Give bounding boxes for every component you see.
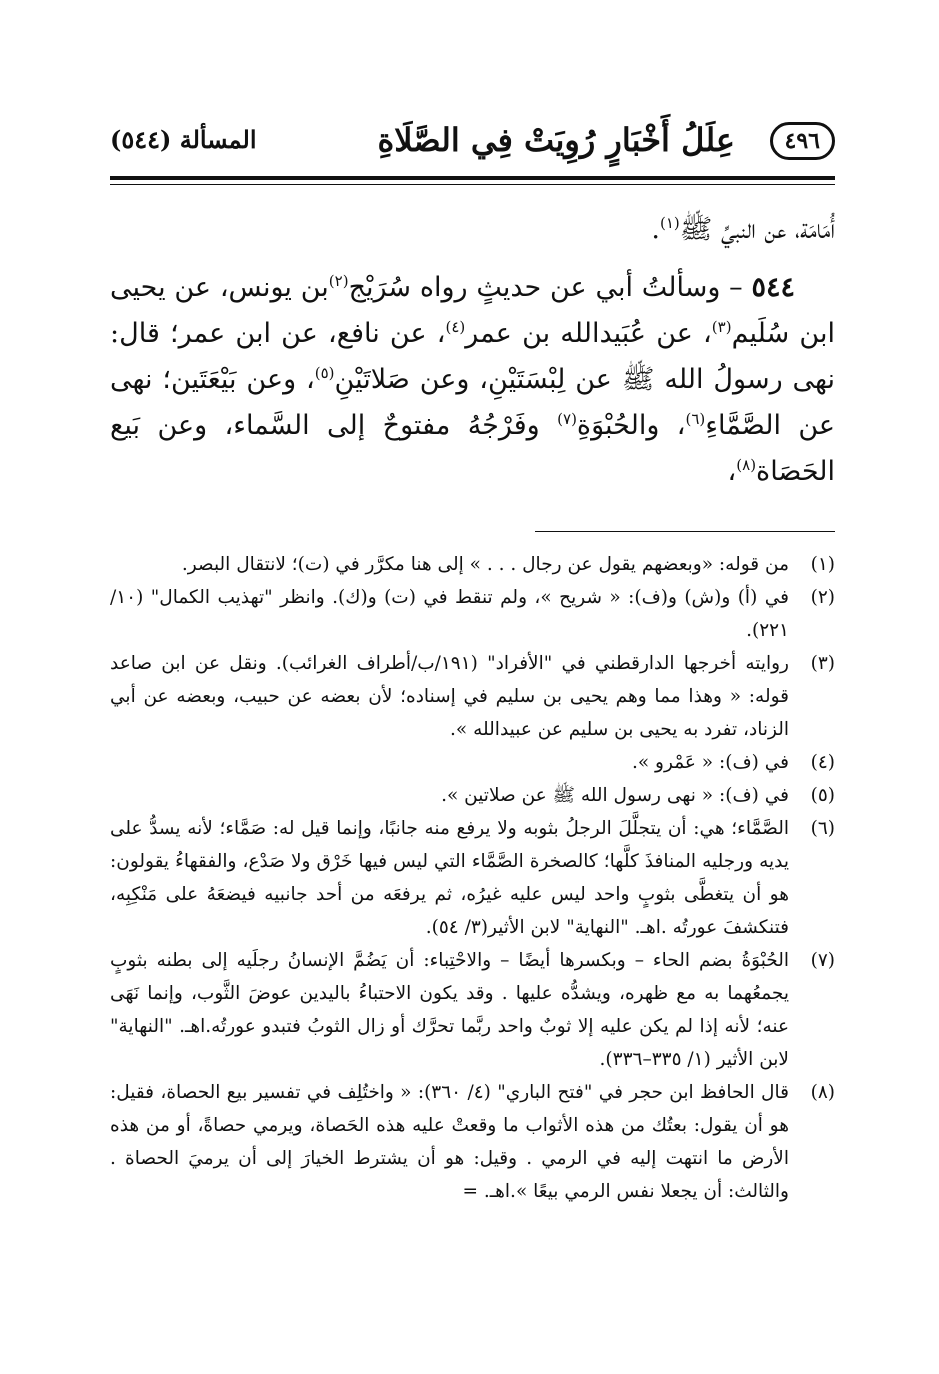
text-segment: ، [727, 456, 737, 487]
footnote-ref: (٢) [328, 272, 349, 290]
footnote-text: من قوله: «وبعضهم يقول عن رجال . . . » إلى هنا مكرَّر في (ت)؛ لانتقال البصر. [181, 554, 789, 575]
text-segment: – وسألتُ أبي عن حديثٍ رواه سُرَيْج [348, 272, 743, 303]
footnote-ref: (٦) [685, 410, 706, 428]
footnote-item [110, 581, 835, 647]
footnote-number: (٣) [810, 653, 835, 674]
footnote-ref: (١) [659, 214, 680, 232]
main-text [110, 207, 835, 495]
issue-number: ٥٤٤ [751, 272, 795, 303]
text-segment: ، عن نافع، عن ابن عمر؛ قال: نهى رسولُ الله ﷺ عن لِبْسَتَيْنِ، وعن صَلاتَيْنِ [110, 318, 836, 395]
opening-line [110, 207, 835, 253]
issue-label: المسألة (٥٤٤) [110, 125, 257, 154]
header-rule-thin [110, 184, 835, 185]
footnote-item [110, 944, 835, 1076]
footnote-text: روايته أخرجها الدارقطني في "الأفراد" (١٩١/ب/أطراف الغرائب). ونقل عن ابن صاعد قوله: « وهذا مما وهم يحيى بن سليم في إسناده؛ لأن بعضه عن حبيب، وبعضه عن أبي الزناد، تفرد به يحيى بن سليم عن عبيدالله ». [110, 653, 789, 740]
footnote-number: (٧) [810, 950, 835, 971]
text-segment: بن يونس، عن يحيى ابن سُلَيم [110, 272, 835, 349]
header-rule-thick [110, 176, 835, 180]
footnote-number: (١) [810, 554, 835, 575]
footnote-text: في (ف): « عَمْرو ». [631, 752, 789, 773]
footnote-text: في (ف): « نهى رسول الله ﷺ عن صلاتين ». [441, 785, 789, 806]
opening-text: أُمَامَة، عن النبيِّ ﷺ [679, 214, 835, 245]
footnote-ref: (٧) [557, 410, 577, 428]
footnote-item [110, 1076, 835, 1208]
footnote-text: الصَّمَّاء؛ هي: أن يتجلَّلَ الرجلُ بثوبه ولا يرفع منه جانبًا، وإنما قيل له: صَمَّاء؛ لأنه يسدُّ على يديه ورجليه المنافذَ كلَّها؛ كالصخرة الصَّمَّاء التي ليس فيها خَرْق ولا صَدْع، والفقهاءُ يقولون: هو أن يتغطَّى بثوبٍ واحد ليس عليه غيرُه، ثم يرفعَه من أحد جانبيه فيضعَهُ على مَنْكِبِه، فتنكشفَ عورتُه .اهـ. "النهاية" لابن الأثير(٣/ ٥٤). [110, 818, 789, 938]
page-header [110, 120, 835, 170]
footnote-separator [535, 531, 835, 532]
running-title: عِلَلُ أَخْبَارٍ رُوِيَتْ فِي الصَّلَاةِ [377, 121, 735, 159]
footnote-item [110, 647, 835, 746]
footnote-number: (٥) [810, 785, 835, 806]
footnotes [110, 548, 835, 1208]
footnote-ref: (٤) [445, 318, 466, 336]
footnote-text: في (أ) و(ش) و(ف): « شريح »، ولم تنقط في (ت) و(ك). وانظر "تهذيب الكمال" (١٠/ ٢٢١). [110, 587, 789, 641]
text-segment: ، عن عُبَيدالله بن عمر [465, 318, 712, 349]
page [110, 120, 835, 1208]
footnote-text: الحُبْوَةُ بضم الحاء – وبكسرها أيضًا – والاحْتِباء: أن يَضُمَّ الإنسانُ رجلَيه إلى بطنه بثوبٍ يجمعُهما به مع ظهره، ويشدُّه عليها . وقد يكون الاحتباءُ باليدين عوضَ الثَّوب، وإنما نَهَى عنه؛ لأنه إذا لم يكن عليه إلا ثوبٌ واحد ربَّما تحرَّك أو زال الثوبُ فتبدو عورتُه.اهـ. "النهاية" لابن الأثير (١/ ٣٣٥–٣٣٦). [110, 950, 789, 1070]
text-segment: ، والحُبْوَةِ [576, 410, 686, 441]
footnote-ref: (٥) [314, 364, 335, 382]
footnote-item [110, 548, 835, 581]
footnote-item [110, 812, 835, 944]
opening-end: . [651, 214, 660, 245]
footnote-number: (٦) [810, 818, 835, 839]
footnote-item [110, 779, 835, 812]
footnote-text: قال الحافظ ابن حجر في "فتح الباري" (٤/ ٣٦٠): « واختُلِف في تفسير بيع الحصاة، فقيل: هو أن يقول: بعتُك من هذه الأثواب ما وقعتْ عليه هذه الحَصاة، ويرمي حصاةً، أو من هذه الأرض ما انتهت إليه في الرمي . وقيل: هو أن يشترط الخيارَ إلى أن يرميَ الحصاة . والثالث: أن يجعلا نفس الرمي بيعًا ».اهـ. = [110, 1082, 789, 1202]
footnote-number: (٢) [810, 587, 835, 608]
footnote-number: (٨) [810, 1082, 835, 1103]
issue-paragraph [110, 265, 835, 495]
text-segment: وفَرْجُهُ مفتوحٌ إلى السَّماء، وعن بَيع الحَصَاة [110, 410, 835, 487]
footnote-item [110, 746, 835, 779]
footnote-ref: (٣) [711, 318, 732, 336]
text-segment: ، وعن بَيْعَتَين؛ نهى عن الصَّمَّاءِ [110, 364, 836, 441]
footnote-number: (٤) [810, 752, 835, 773]
page-number: ٤٩٦ [770, 122, 835, 160]
footnote-ref: (٨) [736, 456, 757, 474]
